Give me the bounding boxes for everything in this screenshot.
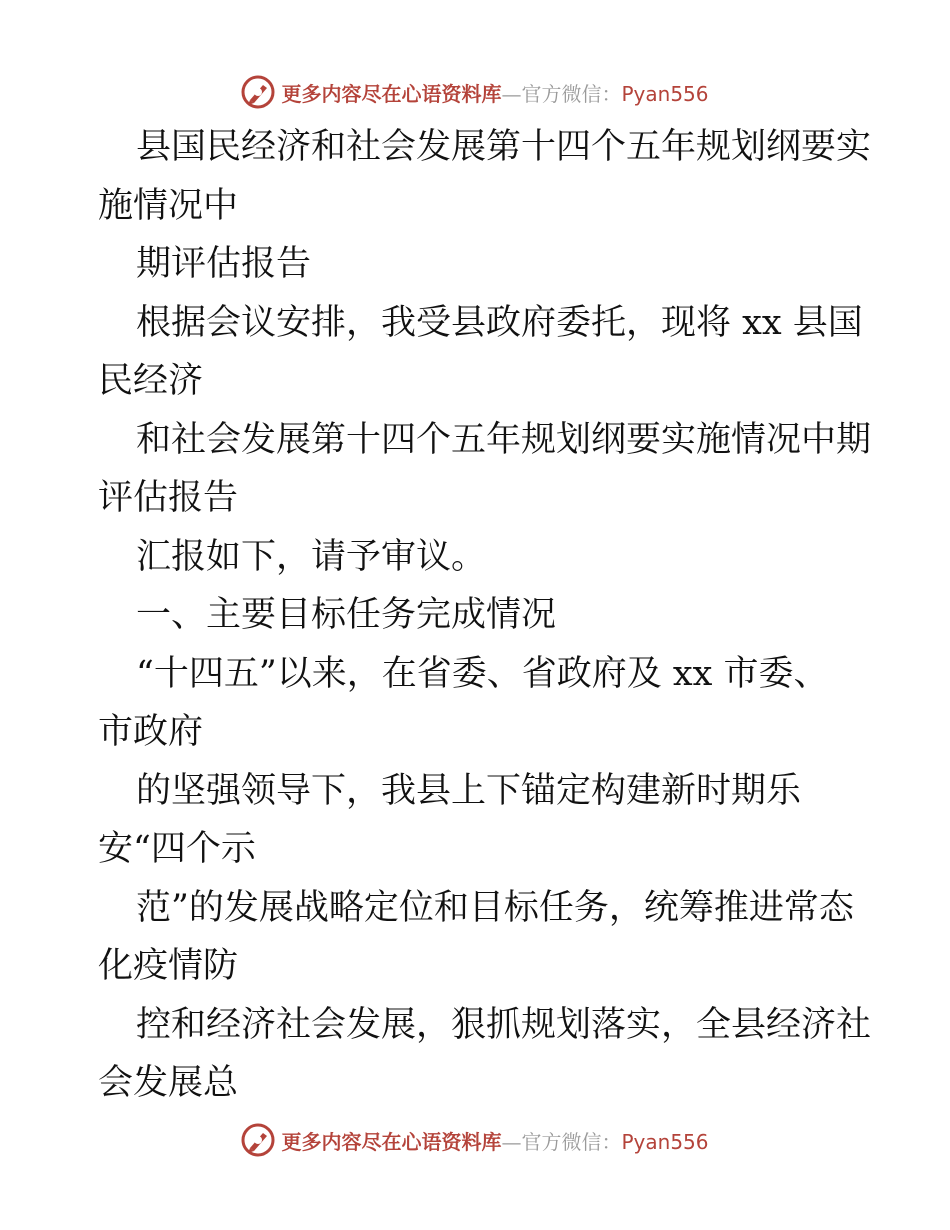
doc-line: 的坚强领导下，我县上下锚定构建新时期乐 <box>136 770 802 811</box>
doc-line: 范”的发展战略定位和目标任务，统筹推进常态 <box>136 887 854 928</box>
doc-line: 汇报如下，请予审议。 <box>136 536 487 577</box>
watermark-footer <box>0 1120 950 1160</box>
watermark-text <box>281 1126 708 1155</box>
watermark-brand: 更多内容尽在心语资料库 <box>281 1129 502 1154</box>
watermark-brand: 更多内容尽在心语资料库 <box>281 81 502 106</box>
watermark-text <box>281 78 708 107</box>
doc-line: 控和经济社会发展，狠抓规划落实，全县经济社 <box>136 1004 872 1045</box>
watermark-dash: — <box>501 81 522 106</box>
doc-line: 和社会发展第十四个五年规划纲要实施情况中期 <box>136 419 872 460</box>
doc-line: 县国民经济和社会发展第十四个五年规划纲要实 <box>136 127 872 167</box>
doc-line: 评估报告 <box>98 478 239 518</box>
document-body <box>98 118 872 1113</box>
doc-line: 根据会议安排，我受县政府委托，现将 xx 县国 <box>136 302 863 343</box>
doc-line: 化疫情防 <box>98 946 239 986</box>
doc-line: 安“四个示 <box>98 829 256 869</box>
watermark-label: 官方微信： <box>521 81 622 106</box>
doc-line: “十四五”以来，在省委、省政府及 xx 市委、 <box>136 653 829 694</box>
watermark-label: 官方微信： <box>521 1129 622 1154</box>
doc-line: 一、主要目标任务完成情况 <box>136 595 557 635</box>
doc-line: 民经济 <box>98 361 204 401</box>
pen-logo-icon <box>241 1123 275 1157</box>
doc-line: 施情况中 <box>98 185 239 226</box>
watermark-account: Pyan556 <box>621 1129 709 1154</box>
watermark-dash: — <box>501 1129 522 1154</box>
watermark-header <box>0 72 950 112</box>
watermark-account: Pyan556 <box>621 81 709 106</box>
doc-line: 市政府 <box>98 712 204 752</box>
pen-logo-icon <box>241 75 275 109</box>
doc-line: 期评估报告 <box>136 244 312 284</box>
doc-line: 会发展总 <box>98 1063 239 1103</box>
